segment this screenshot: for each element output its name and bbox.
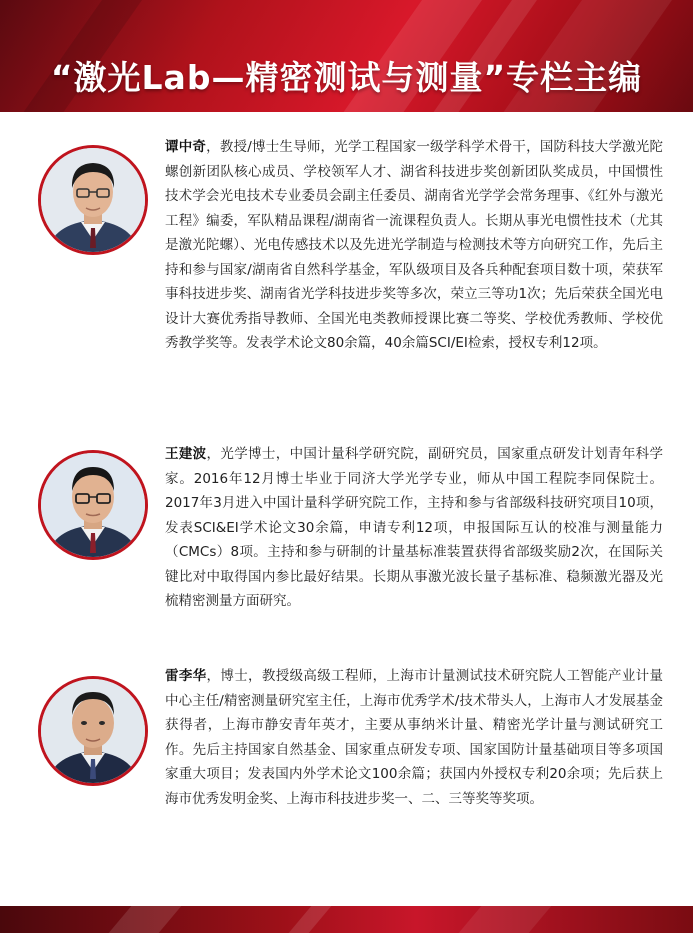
portrait-icon [41, 453, 145, 557]
editor-2-name: 王建波 [165, 446, 207, 462]
portrait-icon [41, 148, 145, 252]
footer-banner [0, 906, 693, 933]
editor-2-description: ，光学博士，中国计量科学研究院，副研究员，国家重点研发计划青年科学家。2016年12月博士毕业于同济大学光学专业，师从中国工程院李同保院士。2017年3月进入中国计量科学研究院工作，主持和参与省部级科技研究项目10项，发表SCI&EI学术论文30余篇，申请专利12项，申报国际互认的校准与测量能力（CMCs）8项。主持和参与研制的计量基标准装置获得省部级奖励2次，在国际关键比对中取得国内参比最好结果。长期从事激光波长量子基标准、稳频激光器及光梳精密测量方面研究。 [165, 446, 664, 609]
page-title: “激光Lab—精密测试与测量”专栏主编 [50, 58, 643, 97]
portrait-icon [41, 679, 145, 783]
editor-entry-2 [0, 442, 693, 652]
editor-3-photo [38, 676, 148, 786]
editor-1-photo [38, 145, 148, 255]
editor-entry-3 [0, 664, 693, 864]
editor-3-name: 雷李华 [165, 668, 207, 684]
editor-1-name: 谭中奇 [165, 139, 207, 155]
editor-entry-1 [0, 135, 693, 435]
header-banner [0, 0, 693, 112]
editor-3-description: ，博士，教授级高级工程师，上海市计量测试技术研究院人工智能产业计量中心主任/精密测量研究室主任，上海市优秀学术/技术带头人，上海市人才发展基金获得者，上海市静安青年英才，主要从事纳米计量、精密光学计量与测试研究工作。先后主持国家自然基金、国家重点研发专项、国家国防计量基础项目等多项国家重大项目；发表国内外学术论文100余篇；获国内外授权专利20余项；先后获上海市优秀发明金奖、上海市科技进步奖一、二、三等奖等奖项。 [165, 668, 664, 807]
editor-3-bio [165, 664, 663, 811]
editor-2-bio [165, 442, 663, 614]
editor-1-bio [165, 135, 663, 356]
editor-2-photo [38, 450, 148, 560]
editor-1-description: ，教授/博士生导师，光学工程国家一级学科学术骨干，国防科技大学激光陀螺创新团队核心成员、学校领军人才、湖省科技进步奖创新团队奖成员，中国惯性技术学会光电技术专业委员会副主任委员、湖南省光学学会常务理事、《红外与激光工程》编委，军队精品课程/湖南省一流课程负责人。长期从事光电惯性技术（尤其是激光陀螺）、光电传感技术以及先进光学制造与检测技术等方向研究工作，先后主持和参与国家/湖南省自然科学基金，军队级项目及各兵种配套项目数十项，荣获军事科技进步奖、湖南省光学科技进步奖等多次，荣立三等功1次；先后荣获全国光电设计大赛优秀指导教师、全国光电类教师授课比赛二等奖、学校优秀教师、学校优秀教学奖等。发表学术论文80余篇，40余篇SCI/EI检索，授权专利12项。 [165, 139, 663, 351]
